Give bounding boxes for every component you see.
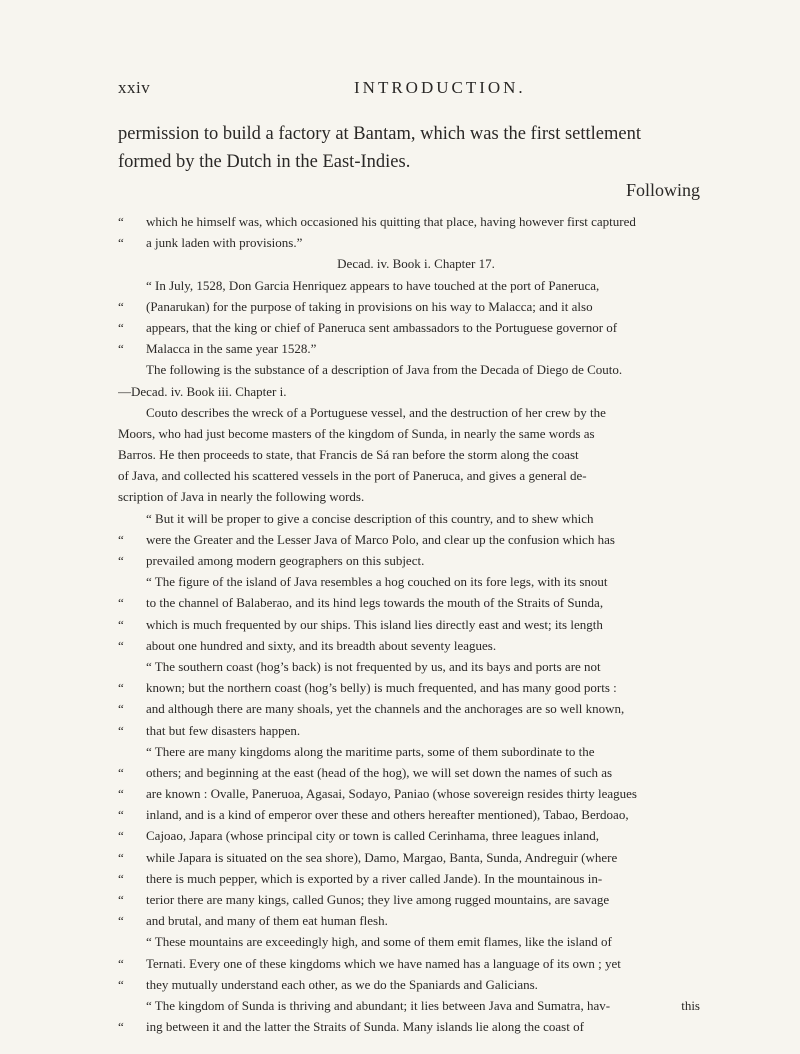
- text-line: [118, 889, 714, 910]
- quote-mark: “: [118, 807, 124, 823]
- line-text: a junk laden with provisions.”: [146, 235, 303, 251]
- quote-mark: “: [118, 976, 124, 992]
- quote-mark: “: [118, 701, 124, 717]
- line-text: Moors, who had just become masters of the kingdom of Sunda, in nearly the same words as: [118, 425, 595, 441]
- line-text: Ternati. Every one of these kingdoms which we have named has a language of its own ; yet: [146, 955, 621, 971]
- text-line: [118, 974, 714, 995]
- line-text: scription of Java in nearly the following words.: [118, 489, 365, 505]
- line-text: they mutually understand each other, as we do the Spaniards and Galicians.: [146, 976, 538, 992]
- line-text: that but few disasters happen.: [146, 722, 301, 738]
- line-text: inland, and is a kind of emperor over these and others hereafter mentioned), Tabao, Berdoao,: [146, 807, 629, 823]
- line-text: of Java, and collected his scattered vessels in the port of Paneruca, and gives a general de-: [118, 468, 587, 484]
- line-text: while Japara is situated on the sea shore), Damo, Margao, Banta, Sunda, Andreguir (where: [146, 849, 618, 865]
- line-text: terior there are many kings, called Gunos; they live among rugged mountains, are savage: [146, 892, 610, 907]
- text-line: [118, 953, 714, 974]
- quote-mark: “: [118, 786, 124, 802]
- text-line: [118, 931, 714, 952]
- quote-mark: “: [118, 531, 124, 547]
- quote-mark: “: [118, 870, 124, 886]
- line-text: prevailed among modern geographers on this subject.: [146, 553, 425, 568]
- line-text: Malacca in the same year 1528.”: [146, 341, 317, 357]
- line-text: (Panarukan) for the purpose of taking in provisions on his way to Malacca; and it also: [146, 298, 593, 314]
- line-text: Barros. He then proceeds to state, that Francis de Sá ran before the storm along the coast: [118, 447, 579, 463]
- text-line: [118, 486, 714, 507]
- text-line: [118, 614, 714, 635]
- quote-mark: “: [118, 955, 124, 971]
- quote-mark: “: [118, 214, 124, 229]
- text-line: [118, 592, 714, 613]
- quote-mark: “: [118, 722, 124, 738]
- lead-line: permission to build a factory at Bantam, which was the first settlement: [118, 124, 642, 144]
- text-line: [118, 868, 714, 889]
- quote-mark: “: [118, 616, 124, 632]
- text-line: [118, 698, 714, 719]
- line-text: “ In July, 1528, Don Garcia Henriquez appears to have touched at the port of Paneruca,: [146, 277, 600, 293]
- line-text: “ These mountains are exceedingly high, and some of them emit flames, like the island of: [146, 934, 612, 950]
- text-line: [118, 656, 714, 677]
- running-head: [118, 78, 700, 102]
- catchword-bottom: this: [681, 998, 700, 1013]
- line-text: —Decad. iv. Book iii. Chapter i.: [118, 383, 287, 399]
- text-line: [118, 783, 714, 804]
- text-line: [118, 381, 714, 402]
- quote-mark: “: [118, 913, 124, 929]
- quote-mark: “: [118, 1019, 124, 1035]
- text-line: [118, 275, 714, 296]
- line-text: are known : Ovalle, Paneruoa, Agasai, Sodayo, Paniao (whose sovereign resides thirty leagues: [146, 786, 637, 802]
- text-line: [118, 296, 714, 317]
- line-text: to the channel of Balaberao, and its hind legs towards the mouth of the Straits of Sunda,: [146, 595, 604, 611]
- quote-mark: “: [118, 298, 124, 314]
- line-text: Decad. iv. Book i. Chapter 17.: [337, 256, 495, 272]
- lead-line: formed by the Dutch in the East-Indies.: [118, 152, 411, 172]
- quote-mark: “: [118, 892, 124, 907]
- text-line: [118, 635, 714, 656]
- text-line: [118, 402, 714, 423]
- quote-mark: “: [118, 849, 124, 865]
- text-line: [118, 910, 714, 931]
- body-text: [118, 211, 714, 1037]
- text-line: [118, 317, 714, 338]
- line-text: The following is the substance of a description of Java from the Decada of Diego de Couto.: [146, 362, 623, 378]
- text-line: [118, 465, 714, 486]
- text-line: [118, 338, 714, 359]
- line-text: Couto describes the wreck of a Portuguese vessel, and the destruction of her crew by the: [146, 404, 606, 420]
- quote-mark: “: [118, 235, 124, 251]
- quote-mark: “: [118, 828, 124, 844]
- text-line: [118, 847, 714, 868]
- line-text: “ The southern coast (hog’s back) is not frequented by us, and its bays and ports are not: [146, 658, 601, 674]
- text-line: [118, 508, 714, 529]
- text-line: [118, 571, 714, 592]
- quote-mark: “: [118, 637, 124, 653]
- text-line: [118, 741, 714, 762]
- quote-mark: “: [118, 595, 124, 611]
- line-text: and although there are many shoals, yet the channels and the anchorages are so well known,: [146, 701, 625, 717]
- line-text: appears, that the king or chief of Paneruca sent ambassadors to the Portuguese governor of: [146, 319, 618, 335]
- running-title: INTRODUCTION.: [354, 78, 526, 97]
- quote-mark: “: [118, 764, 124, 780]
- text-line: [118, 211, 714, 232]
- text-line: [118, 995, 714, 1016]
- line-text: and brutal, and many of them eat human flesh.: [146, 913, 388, 929]
- quote-mark: “: [118, 680, 124, 696]
- line-text: there is much pepper, which is exported by a river called Jande). In the mountainous in-: [146, 870, 603, 886]
- line-text: were the Greater and the Lesser Java of Marco Polo, and clear up the confusion which has: [146, 531, 615, 547]
- text-line: [118, 550, 714, 571]
- text-line: [118, 232, 714, 253]
- text-line: [118, 359, 714, 380]
- catchword-top: Following: [625, 180, 700, 200]
- text-line: [118, 677, 714, 698]
- line-text: “ There are many kingdoms along the maritime parts, some of them subordinate to the: [146, 743, 595, 759]
- quote-mark: “: [118, 553, 124, 568]
- text-line: [118, 444, 714, 465]
- line-text: “ The kingdom of Sunda is thriving and abundant; it lies between Java and Sumatra, hav-: [146, 997, 611, 1013]
- line-text: which he himself was, which occasioned his quitting that place, having however first captured: [146, 214, 636, 229]
- text-line: [118, 762, 714, 783]
- line-text: ing between it and the latter the Straits of Sunda. Many islands lie along the coast of: [146, 1019, 584, 1035]
- quote-mark: “: [118, 319, 124, 335]
- text-line: [118, 1016, 714, 1037]
- quote-mark: “: [118, 341, 124, 357]
- text-line: [118, 825, 714, 846]
- line-text: Cajoao, Japara (whose principal city or town is called Cerinhama, three leagues inland,: [146, 828, 600, 844]
- text-line: [118, 804, 714, 825]
- line-text: known; but the northern coast (hog’s belly) is much frequented, and has many good ports :: [146, 680, 617, 696]
- text-line: [118, 529, 714, 550]
- text-line: [118, 423, 714, 444]
- line-text: which is much frequented by our ships. This island lies directly east and west; its length: [146, 616, 603, 632]
- line-text: “ The figure of the island of Java resembles a hog couched on its fore legs, with its snout: [146, 574, 608, 590]
- page-number: xxiv: [118, 78, 151, 97]
- line-text: others; and beginning at the east (head of the hog), we will set down the names of such as: [146, 764, 613, 780]
- line-text: about one hundred and sixty, and its breadth about seventy leagues.: [146, 637, 497, 653]
- text-line: [118, 253, 714, 274]
- text-line: [118, 720, 714, 741]
- line-text: “ But it will be proper to give a concise description of this country, and to shew which: [146, 510, 594, 526]
